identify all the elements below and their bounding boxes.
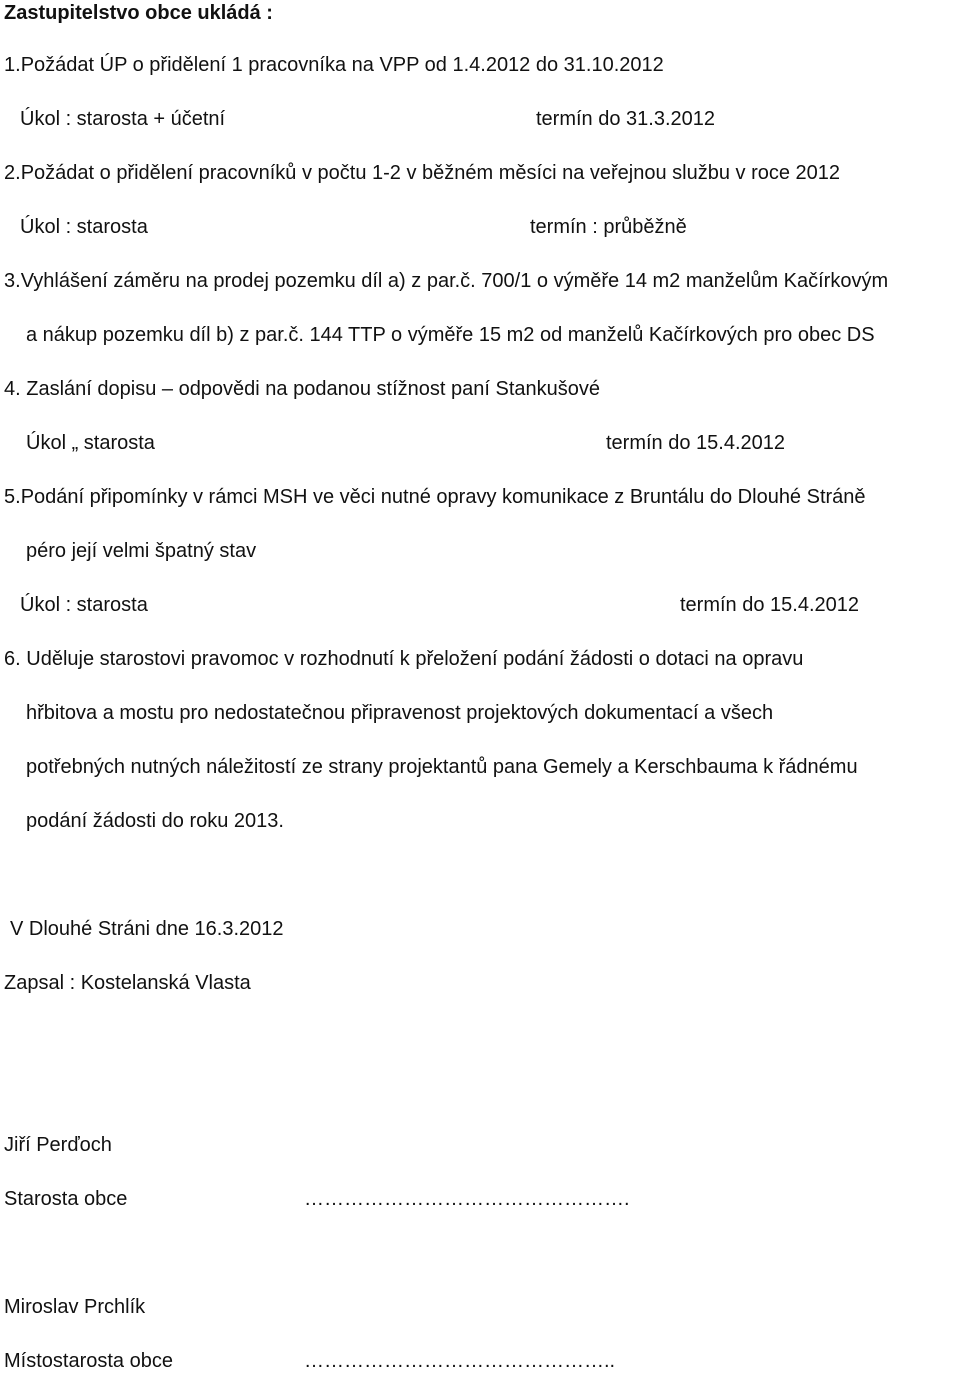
item-5-text-cont: péro její velmi špatný stav [26, 540, 257, 562]
item-5-task: Úkol : starosta [20, 594, 148, 616]
signature-1-role: Starosta obce [4, 1188, 128, 1210]
signature-1-name: Jiří Perďoch [4, 1134, 112, 1156]
item-2-deadline: termín : průběžně [530, 216, 687, 238]
item-4-text: Zaslání dopisu – odpovědi na podanou stížnost paní Stankušové [26, 378, 600, 400]
signature-2-role: Místostarosta obce [4, 1350, 173, 1372]
item-3-text-cont: a nákup pozemku díl b) z par.č. 144 TTP o výměře 15 m2 od manželů Kačírkových pro obec DS [26, 324, 875, 346]
item-5-text: Podání připomínky v rámci MSH ve věci nutné opravy komunikace z Bruntálu do Dlouhé Stráně [20, 486, 866, 508]
signature-2-name: Miroslav Prchlík [4, 1296, 146, 1318]
item-1-text: Požádat ÚP o přidělení 1 pracovníka na VPP od 1.4.2012 do 31.10.2012 [20, 54, 664, 76]
item-1-task: Úkol : starosta + účetní [20, 108, 226, 130]
item-6-text-cont-1: hřbitova a mostu pro nedostatečnou připravenost projektových dokumentací a všech [26, 702, 774, 724]
item-6-text: Uděluje starostovi pravomoc v rozhodnutí k přeložení podání žádosti o dotaci na opravu [26, 648, 804, 670]
item-4 [4, 376, 600, 402]
item-1 [4, 52, 664, 78]
item-6-text-cont-2: potřebných nutných náležitostí ze strany projektantů pana Gemely a Kerschbauma k řádnému [26, 756, 858, 778]
item-3-text: Vyhlášení záměru na prodej pozemku díl a) z par.č. 700/1 o výměře 14 m2 manželům Kačírkovým [20, 270, 889, 292]
item-5 [4, 484, 866, 510]
item-4-task: Úkol „ starosta [26, 432, 155, 454]
item-6-text-cont-3: podání žádosti do roku 2013. [26, 810, 284, 832]
item-5-number: 5. [4, 486, 21, 508]
item-3-number: 3. [4, 270, 21, 292]
item-2-number: 2. [4, 162, 21, 184]
place-date: V Dlouhé Stráni dne 16.3.2012 [10, 918, 284, 940]
item-1-deadline: termín do 31.3.2012 [536, 108, 716, 130]
signature-2-line: ……………………………………….. [304, 1350, 616, 1372]
item-4-number: 4. [4, 378, 21, 400]
item-2-task: Úkol : starosta [20, 216, 148, 238]
signature-1-line: …………………………………………. [304, 1188, 630, 1210]
item-4-deadline: termín do 15.4.2012 [606, 432, 786, 454]
item-2 [4, 160, 840, 186]
item-3 [4, 268, 888, 294]
item-5-deadline: termín do 15.4.2012 [680, 594, 860, 616]
item-6-number: 6. [4, 648, 21, 670]
item-6 [4, 646, 803, 672]
item-1-number: 1. [4, 54, 21, 76]
document-heading: Zastupitelstvo obce ukládá : [4, 2, 273, 24]
item-2-text: Požádat o přidělení pracovníků v počtu 1-2 v běžném měsíci na veřejnou službu v roce 2012 [20, 162, 841, 184]
recorder: Zapsal : Kostelanská Vlasta [4, 972, 251, 994]
